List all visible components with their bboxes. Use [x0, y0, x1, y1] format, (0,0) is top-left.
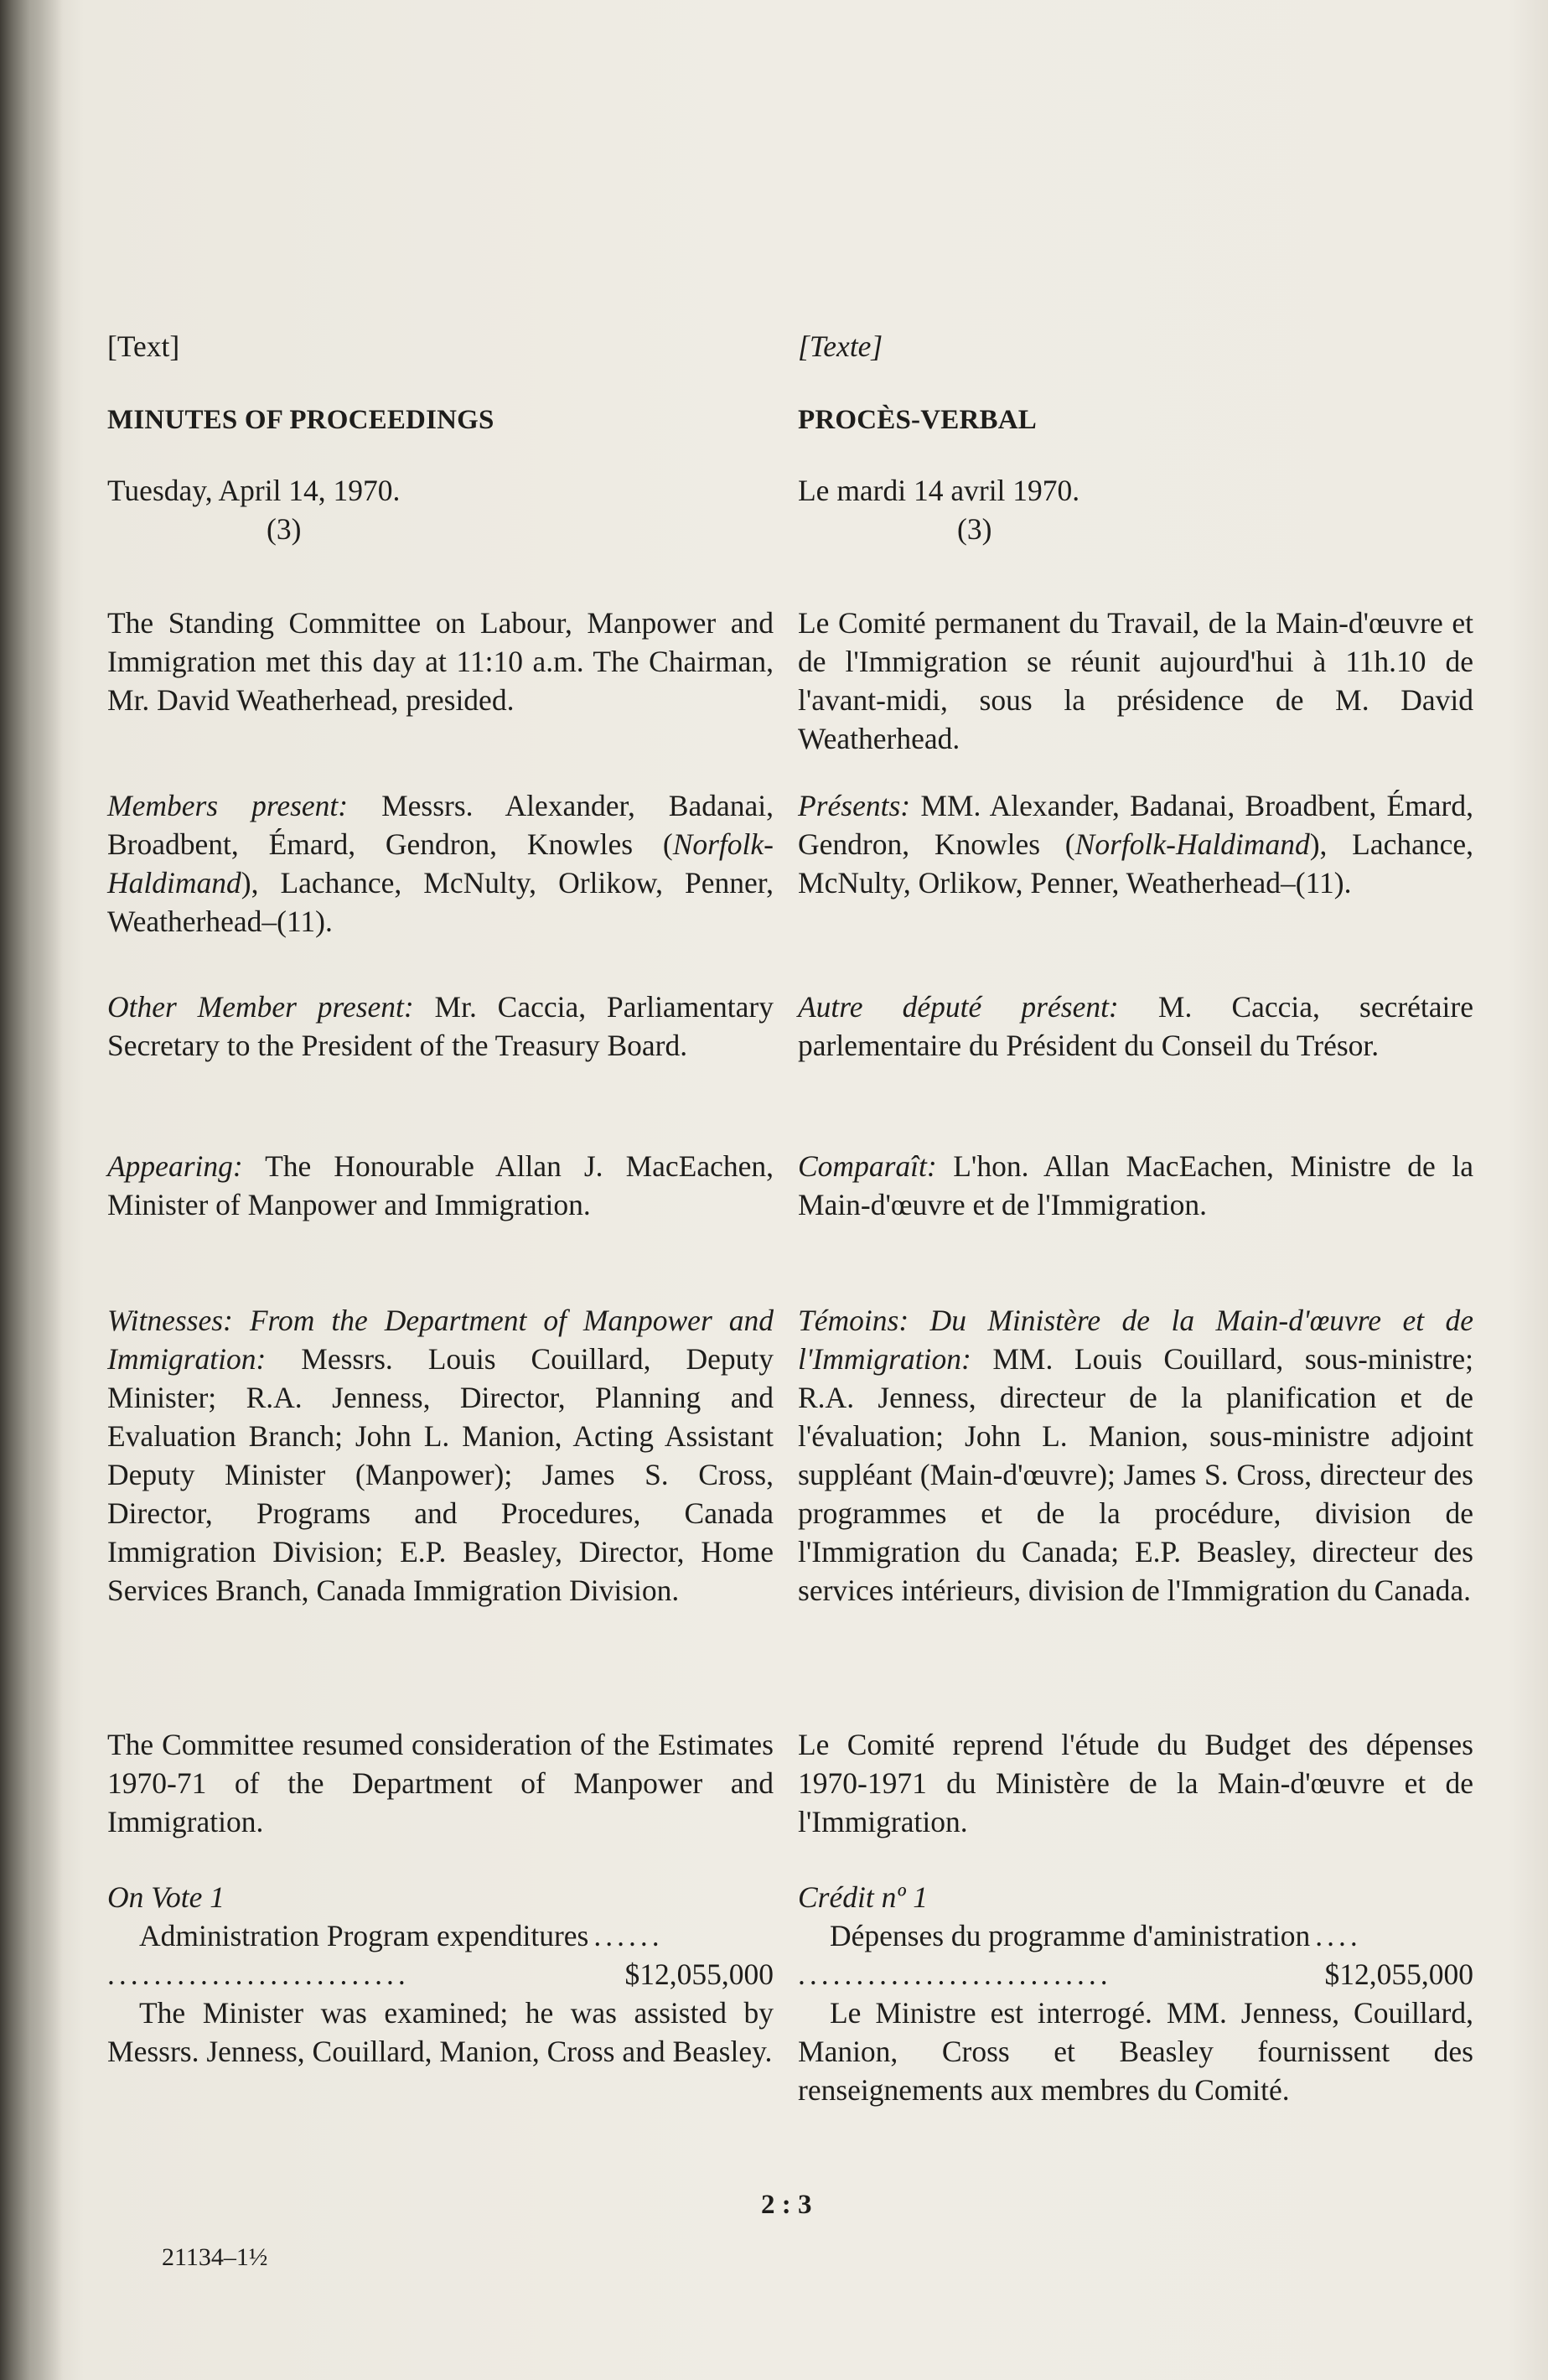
meeting-number: (3) — [267, 512, 302, 546]
members-present: Members present: Messrs. Alexander, Badanai, Broadbent, Émard, Gendron, Knowles (Norfolk-Haldimand), Lachance, McNulty, Orlikow, Penner, Weatherhead–(11). — [107, 789, 774, 938]
minister-examined-fr: Le Ministre est interrogé. MM. Jenness, Couillard, Manion, Cross et Beasley fournissent des renseignements aux membres du Comité. — [798, 1996, 1473, 2107]
page-number: 2 : 3 — [761, 2190, 812, 2220]
expenditure-line-fr: Dépenses du programme d'aministration .... — [830, 1919, 1362, 1952]
other-member-present: Other Member present: Mr. Caccia, Parliamentary Secretary to the President of the Treasury Board. — [107, 990, 774, 1062]
opening-paragraph: The Standing Committee on Labour, Manpower and Immigration met this day at 11:10 a.m. The Chairman, Mr. David Weatherhead, presided. — [107, 606, 774, 717]
vote-label-fr: Crédit nº 1 — [798, 1880, 928, 1914]
members-present-fr: Présents: MM. Alexander, Badanai, Broadbent, Émard, Gendron, Knowles (Norfolk-Haldimand), Lachance, McNulty, Orlikow, Penner, Weatherhead–(11). — [798, 789, 1473, 900]
appearing-fr: Comparaît: L'hon. Allan MacEachen, Ministre de la Main-d'œuvre et de l'Immigration. — [798, 1149, 1473, 1221]
witnesses: Witnesses: From the Department of Manpower and Immigration: Messrs. Louis Couillard, Deputy Minister; R.A. Jenness, Director, Planning and Evaluation Branch; John L. Manion, Acting Assistant Deputy Minister (Manpower); James S. Cross, Director, Programs and Procedures, Canada Immigration Division; E.P. Beasley, Director, Home Services Branch, Canada Immigration Division. — [107, 1304, 774, 1607]
resumed-consideration: The Committee resumed consideration of the Estimates 1970-71 of the Department of Manpower and Immigration. — [107, 1728, 774, 1838]
members-label: Members present: — [107, 789, 349, 822]
meeting-number-fr: (3) — [957, 512, 992, 546]
opening-paragraph-fr: Le Comité permanent du Travail, de la Main-d'œuvre et de l'Immigration se réunit aujourd'hui à 11h.10 de l'avant-midi, sous la présidence de M. David Weatherhead. — [798, 606, 1473, 755]
text-tag: [Text] — [107, 329, 180, 363]
print-code: 21134–1½ — [162, 2243, 268, 2271]
amount-fr: $12,055,000 — [1324, 1957, 1473, 1991]
amount: $12,055,000 — [624, 1957, 774, 1991]
resumed-consideration-fr: Le Comité reprend l'étude du Budget des dépenses 1970-1971 du Ministère de la Main-d'œuvre et de l'Immigration. — [798, 1728, 1473, 1838]
minister-examined: The Minister was examined; he was assisted by Messrs. Jenness, Couillard, Manion, Cross and Beasley. — [107, 1996, 774, 2068]
meeting-date: Tuesday, April 14, 1970. — [107, 474, 401, 507]
expenditure-line: Administration Program expenditures ...... — [139, 1919, 664, 1952]
minutes-heading: MINUTES OF PROCEEDINGS — [107, 405, 494, 435]
amount-line-fr: ........................... $12,055,000 — [798, 1955, 1473, 1994]
witnesses-fr: Témoins: Du Ministère de la Main-d'œuvre et de l'Immigration: MM. Louis Couillard, sous-ministre; R.A. Jenness, directeur de la planification et de l'évaluation; John L. Manion, sous-ministre adjoint suppléant (Main-d'œuvre); James S. Cross, directeur des programmes et de la procédure, division de l'Immigration du Canada; E.P. Beasley, directeur des services intérieurs, division de l'Immigration du Canada. — [798, 1304, 1473, 1607]
appearing: Appearing: The Honourable Allan J. MacEachen, Minister of Manpower and Immigration. — [107, 1149, 774, 1221]
vote-label: On Vote 1 — [107, 1880, 225, 1914]
amount-line: .......................... $12,055,000 — [107, 1955, 774, 1994]
proces-verbal-heading: PROCÈS-VERBAL — [798, 405, 1037, 435]
meeting-date-fr: Le mardi 14 avril 1970. — [798, 474, 1080, 507]
binding-gutter — [0, 0, 63, 2380]
other-member-present-fr: Autre député présent: M. Caccia, secrétaire parlementaire du Président du Conseil du Trésor. — [798, 990, 1473, 1062]
texte-tag: [Texte] — [798, 329, 883, 363]
